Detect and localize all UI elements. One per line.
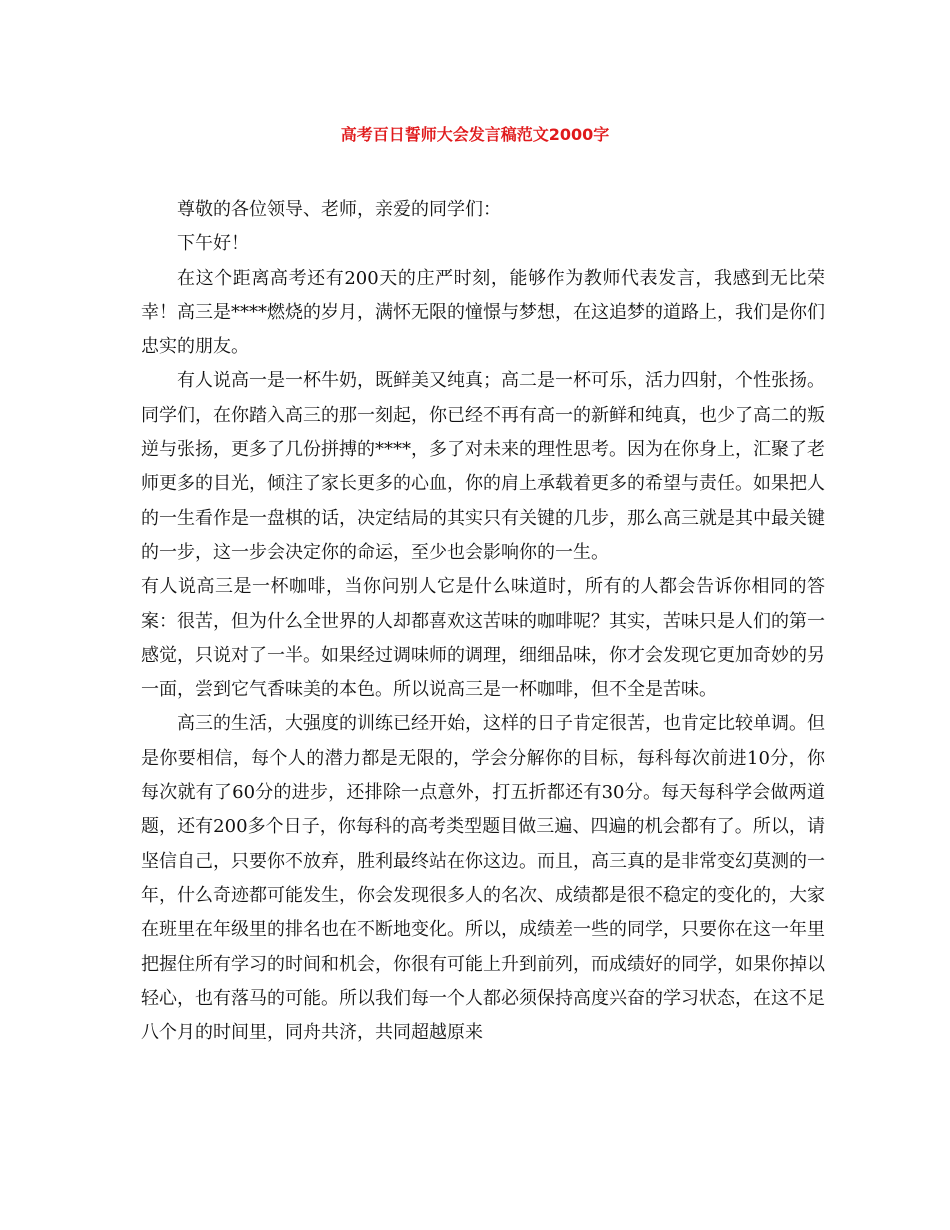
body-paragraph: 有人说高三是一杯咖啡，当你问别人它是什么味道时，所有的人都会告诉你相同的答案：很苦，但为什么全世界的人却都喜欢这苦味的咖啡呢？其实，苦味只是人们的第一感觉，只说对了一半。如果经过调味师的调理，细细品味，你才会发现它更加奇妙的另一面，尝到它气香味美的本色。所以说高三是一杯咖啡，但不全是苦味。 <box>141 576 825 701</box>
greeting-paragraph: 尊敬的各位领导、老师，亲爱的同学们： <box>177 199 501 220</box>
body-paragraph: 在这个距离高考还有200天的庄严时刻，能够作为教师代表发言，我感到无比荣幸！高三是****燃烧的岁月，满怀无限的憧憬与梦想，在这追梦的道路上，我们是你们忠实的朋友。 <box>141 267 825 358</box>
salutation-paragraph: 下午好！ <box>177 233 249 255</box>
body-paragraph: 高三的生活，大强度的训练已经开始，这样的日子肯定很苦，也肯定比较单调。但是你要相信，每个人的潜力都是无限的，学会分解你的目标，每科每次前进10分，你每次就有了60分的进步，还排除一点意外，打五折都还有30分。每天每科学会做两道题，还有200多个日子，你每科的高考类型题目做三遍、四遍的机会都有了。所以，请坚信自己，只要你不放弃，胜利最终站在你这边。而且，高三真的是非常变幻莫测的一年，什么奇迹都可能发生，你会发现很多人的名次、成绩都是很不稳定的变化的，大家在班里在年级里的排名也在不断地变化。所以，成绩差一些的同学，只要你在这一年里把握住所有学习的时间和机会，你很有可能上升到前列，而成绩好的同学，如果你掉以轻心，也有落马的可能。所以我们每一个人都必须保持高度兴奋的学习状态，在这不足八个月的时间里，同舟共济，共同超越原来 <box>141 713 825 1044</box>
document-title: 高考百日誓师大会发言稿范文2000字 <box>340 125 610 144</box>
document-body <box>141 193 825 1050</box>
body-paragraph: 有人说高一是一杯牛奶，既鲜美又纯真；高二是一杯可乐，活力四射，个性张扬。同学们，在你踏入高三的那一刻起，你已经不再有高一的新鲜和纯真，也少了高二的叛逆与张扬，更多了几份拼搏的****，多了对未来的理性思考。因为在你身上，汇聚了老师更多的目光，倾注了家长更多的心血，你的肩上承载着更多的希望与责任。如果把人的一生看作是一盘棋的话，决定结局的其实只有关键的几步，那么高三就是其中最关键的一步，这一步会决定你的命运，至少也会影响你的一生。 <box>141 370 825 563</box>
